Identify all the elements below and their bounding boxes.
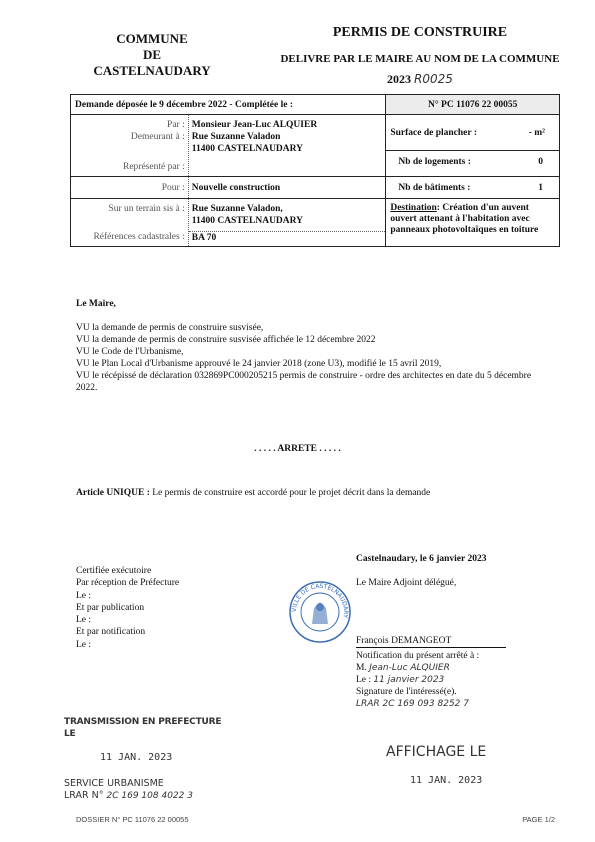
- batiments-label: Nb de bâtiments :: [398, 182, 471, 193]
- document-subtitle: DELIVRE PAR LE MAIRE AU NOM DE LA COMMUNE: [280, 53, 560, 65]
- notif-date: [356, 674, 566, 686]
- logements-label: Nb de logements :: [398, 157, 471, 167]
- transmission-date: 11 JAN. 2023: [100, 752, 173, 763]
- terrain-label: Sur un terrain sis à :: [108, 204, 185, 214]
- pour-value: Nouvelle construction: [191, 182, 281, 193]
- surface-row: [386, 115, 559, 151]
- labels-bottom-cell: [71, 199, 189, 247]
- notif-le-prefix: Le :: [356, 675, 372, 685]
- signatory-role: Le Maire Adjoint délégué,: [356, 578, 457, 588]
- transmission-title: TRANSMISSION EN PREFECTURE LE: [64, 717, 222, 739]
- article-text: Le permis de construire est accordé pour le projet décrit dans la demande: [149, 488, 431, 498]
- destination-label: Destination: [390, 203, 437, 213]
- transmission-lrar: [64, 790, 234, 802]
- terrain-line2: 11400 CASTELNAUDARY: [189, 215, 386, 232]
- values-bottom-cell: [188, 199, 386, 247]
- notif-to-hand: Jean-Luc ALQUIER: [369, 663, 450, 673]
- year: 2023: [387, 72, 412, 86]
- cert-line: Le :: [76, 590, 92, 601]
- vu-line: VU le Plan Local d'Urbanisme approuvé le 24 janvier 2018 (zone U3), modifié le 15 avril 2019,: [76, 359, 442, 369]
- batiments-cell: [386, 177, 560, 199]
- ref-value: BA 70: [191, 233, 217, 243]
- document-title: PERMIS DE CONSTRUIRE: [332, 25, 508, 40]
- commune-line: CASTELNAUDARY: [93, 63, 211, 78]
- ref-label: Références cadastrales :: [93, 232, 185, 242]
- stats-cell: [386, 115, 560, 177]
- logements-value: 0: [538, 157, 543, 167]
- handwritten-ref: R0025: [414, 72, 453, 86]
- cert-line: Le :: [76, 615, 92, 626]
- permit-summary-table: [70, 94, 560, 247]
- demande-text: Demande déposée le 9 décembre 2022 - Complétée le :: [75, 99, 294, 110]
- surface-value: - m²: [528, 127, 545, 138]
- demande-cell: [71, 95, 386, 115]
- le-maire: Le Maire,: [76, 299, 116, 309]
- demeurant-line2: 11400 CASTELNAUDARY: [191, 144, 304, 154]
- title-block: [255, 24, 585, 88]
- signature-label: Signature de l'intéressé(e).: [356, 687, 457, 697]
- transmission-stamp: [64, 716, 234, 802]
- footer-dossier: DOSSIER N° PC 11076 22 00055: [76, 815, 189, 824]
- demeurant-line1: Rue Suzanne Valadon: [191, 132, 281, 142]
- notif-label: Notification du présent arrêté à :: [356, 651, 480, 661]
- represente-label: Représenté par :: [123, 162, 185, 172]
- par-value: Monsieur Jean-Luc ALQUIER: [191, 120, 318, 130]
- lrar-prefix: LRAR N°: [64, 790, 104, 801]
- pour-label: Pour :: [161, 182, 185, 193]
- pour-value-cell: [188, 177, 386, 199]
- affichage-title: AFFICHAGE LE: [386, 744, 487, 760]
- pour-label-cell: [71, 177, 189, 199]
- place-date: Castelnaudary, le 6 janvier 2023: [356, 554, 487, 564]
- official-seal-icon: [288, 580, 352, 644]
- batiments-value: 1: [538, 182, 543, 193]
- vu-line: VU la demande de permis de construire susvisée,: [76, 323, 264, 333]
- decision-body: [76, 298, 546, 394]
- cert-line: Et par notification: [76, 627, 146, 638]
- permit-number: N° PC 11076 22 00055: [428, 99, 518, 110]
- represente-value: [189, 161, 386, 173]
- cert-line: Et par publication: [76, 602, 145, 613]
- cert-line: Par réception de Préfecture: [76, 578, 180, 589]
- numero-cell: [386, 95, 560, 115]
- vu-line: VU la demande de permis de construire susvisée affichée le 12 décembre 2022: [76, 335, 376, 345]
- seal-ring-text: VILLE DE CASTELNAUDARY: [290, 582, 350, 619]
- batiments-row: [398, 183, 559, 193]
- demeurant-label: Demeurant à :: [130, 132, 185, 142]
- vu-line: VU le Code de l'Urbanisme,: [76, 347, 184, 357]
- terrain-line1: Rue Suzanne Valadon,: [191, 204, 283, 214]
- signatory-name: François DEMANGEOT: [356, 635, 506, 648]
- signature-block: [356, 553, 566, 710]
- notif-to: [356, 662, 566, 674]
- commune-line: DE: [142, 47, 162, 62]
- surface-label: Surface de plancher :: [390, 127, 477, 138]
- notif-to-prefix: M.: [356, 663, 367, 673]
- par-label: Par :: [167, 120, 185, 130]
- commune-block: [92, 31, 212, 79]
- labels-top-cell: [71, 115, 189, 177]
- arrete-heading: . . . . . ARRETE . . . . .: [254, 444, 341, 454]
- cert-line: Le :: [76, 639, 92, 650]
- cert-line: Certifiée exécutoire: [76, 566, 152, 576]
- destination-value: : Création d'un auvent ouvert attenant à l'habitation avec panneaux photovoltaïques en toiture: [390, 203, 539, 235]
- affichage-date: 11 JAN. 2023: [410, 775, 483, 786]
- article-label: Article UNIQUE :: [76, 488, 150, 498]
- notif-le-hand: 11 janvier 2023: [373, 675, 445, 685]
- article-unique: [76, 488, 556, 498]
- transmission-lrar-hand: 2C 169 108 4022 3: [106, 791, 193, 801]
- footer-page: PAGE 1/2: [522, 815, 555, 824]
- values-top-cell: [188, 115, 386, 177]
- commune-line: COMMUNE: [116, 31, 188, 46]
- lrar-hand: LRAR 2C 169 093 8252 7: [356, 699, 469, 709]
- service-label: SERVICE URBANISME: [64, 778, 164, 789]
- logements-row: [386, 151, 559, 173]
- vu-line: VU le récépissé de déclaration 032869PC000205215 permis de construire - ordre des architectes en date du 5 décembre 2022.: [76, 371, 532, 393]
- destination-cell: [386, 199, 560, 247]
- certification-block: [76, 565, 179, 651]
- year-line: [255, 70, 585, 88]
